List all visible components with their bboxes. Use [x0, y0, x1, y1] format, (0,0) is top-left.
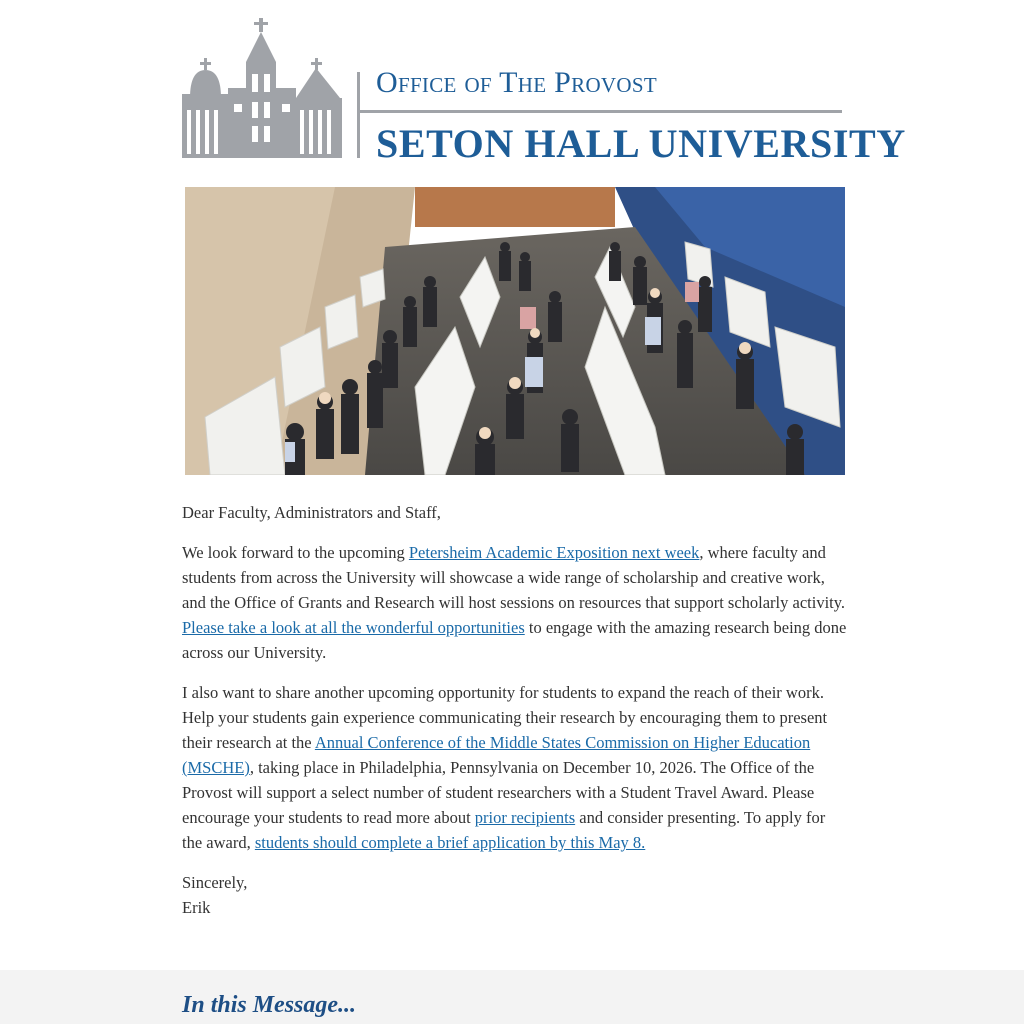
logo-university-name: SETON HALL UNIVERSITY — [376, 121, 906, 166]
hero-image — [185, 187, 845, 475]
closing-block — [182, 870, 848, 920]
logo-divider-vertical — [357, 72, 360, 158]
signature: Erik — [182, 898, 211, 917]
opportunities-link[interactable]: Please take a look at all the wonderful opportunities — [182, 618, 525, 637]
logo-divider-horizontal — [358, 110, 842, 113]
greeting: Dear Faculty, Administrators and Staff, — [182, 503, 441, 522]
poster-expo-photo-icon — [185, 187, 845, 475]
logo-office-title: Office of The Provost — [376, 66, 657, 99]
application-link[interactable]: students should complete a brief application by this May 8. — [254, 833, 646, 852]
in-this-message-section — [0, 970, 1024, 1024]
prior-recipients-link[interactable]: prior recipients — [474, 808, 576, 827]
letter-body — [182, 500, 848, 920]
section-title: In this Message... — [182, 992, 357, 1018]
paragraph-text: , where faculty and students from across the University will showcase a wide range of scholarship and creative work, and the Office of Grants and Research will host sessions on resources that support scholarly activity. — [182, 543, 846, 612]
paragraph-text: to engage with the amazing research being done across our University. — [182, 618, 847, 662]
paragraph-text: I also want to share another upcoming opportunity for students to expand the reach of their work. Help your students gain experience communicating their research by encouraging them to present their research at the — [182, 683, 828, 752]
exposition-link[interactable]: Petersheim Academic Exposition next week — [408, 543, 700, 562]
msche-conference-link[interactable]: Annual Conference of the Middle States Commission on Higher Education (MSCHE) — [182, 733, 811, 777]
header — [0, 0, 1024, 187]
paragraph-msche — [182, 680, 848, 855]
closing: Sincerely, — [182, 873, 248, 892]
paragraph-text: , taking place in Philadelphia, Pennsylvania on December 10, 2026. The Office of the Provost will support a select number of student researchers with a Student Travel Award. Please encourage your students to read more about — [182, 758, 815, 827]
paragraph-text: and consider presenting. To apply for the award, — [182, 808, 826, 852]
paragraph-exposition — [182, 540, 848, 665]
university-church-logo-icon — [182, 18, 342, 158]
paragraph-text: We look forward to the upcoming — [182, 543, 409, 562]
